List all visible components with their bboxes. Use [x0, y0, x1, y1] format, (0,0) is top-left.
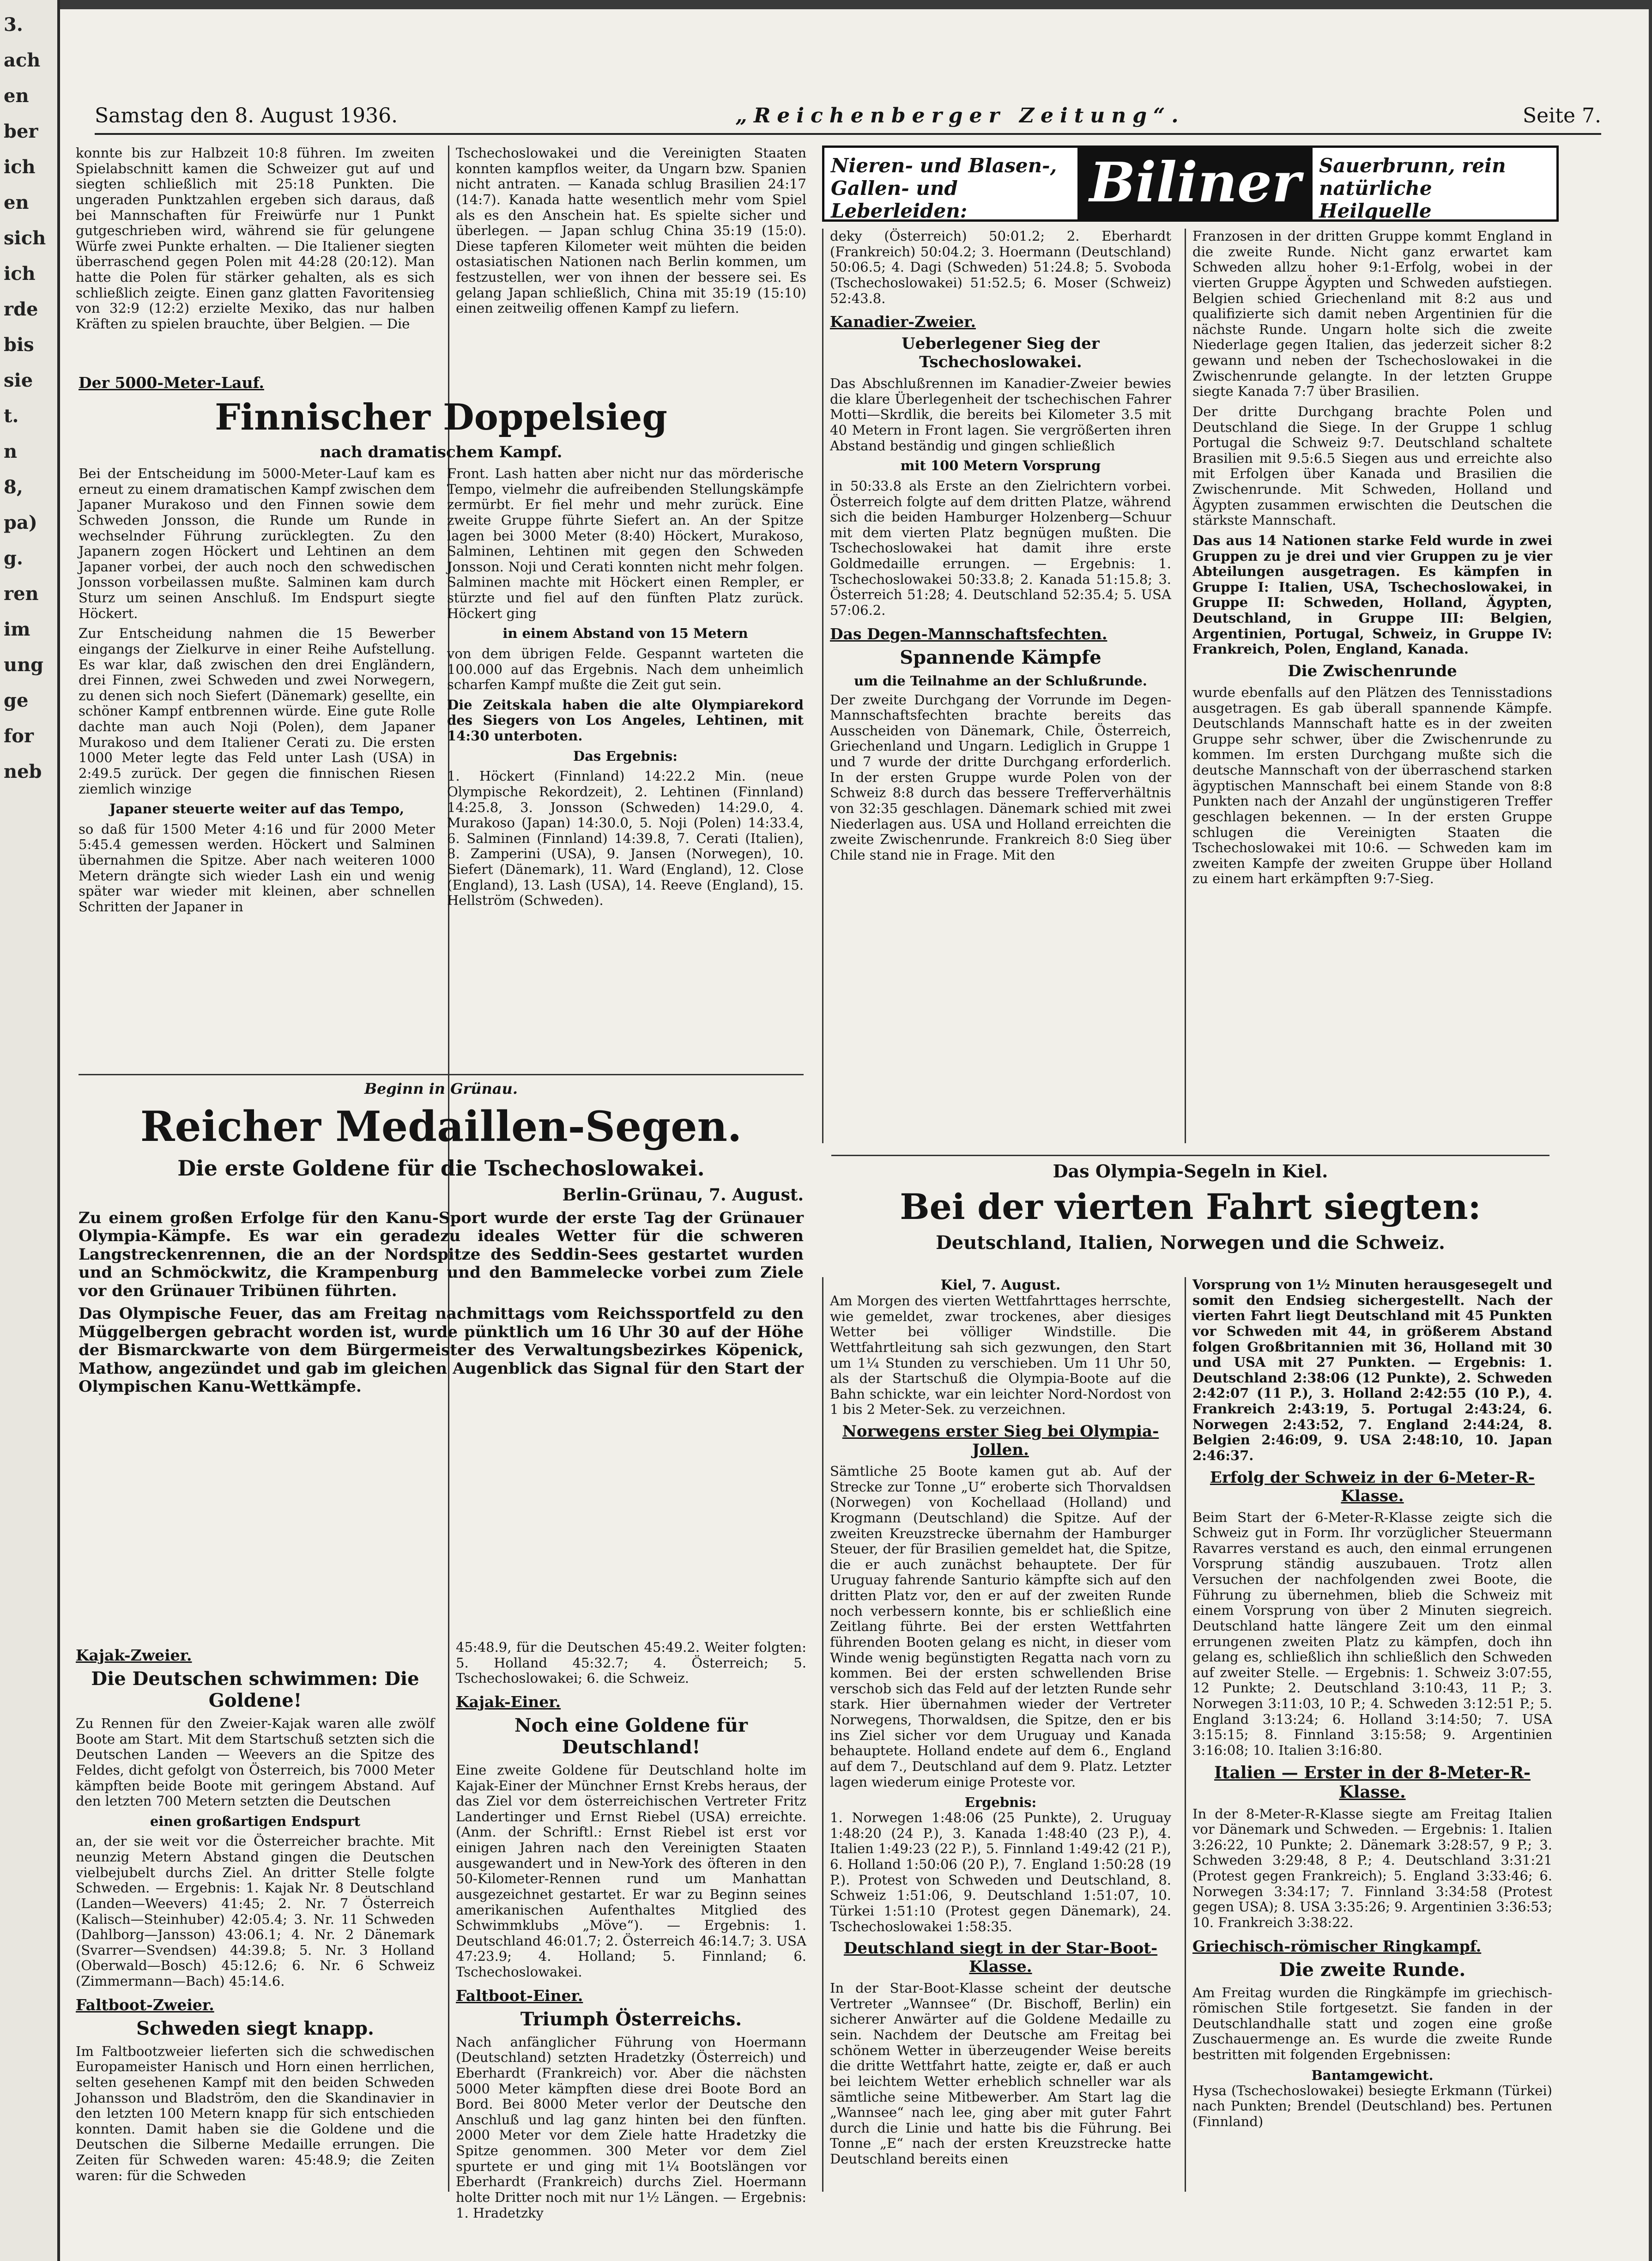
einer-headline: Noch eine Goldene für Deutschland! — [514, 1714, 748, 1758]
ad-brand: Biliner — [1079, 148, 1311, 219]
kajak-para: Zu Rennen für den Zweier-Kajak waren alle zwölf Boote am Start. Mit dem Startschuß setzten sich die Deutschen Landen — Weevers an die Spitze des Feldes, dicht gefolgt von Österreich, bis 7000 Meter kämpften beide Boote mit geringem Abstand. Auf den letzten 700 Metern setzten die Deutschen — [76, 1715, 435, 1809]
italien-body: In der 8-Meter-R-Klasse siegte am Freitag Italien vor Dänemark und Schweden. — Ergebnis: 1. Italien 3:26:22, 10 Punkte; 2. Dänemark 3:28:57, 9 P.; 3. Schweden 3:29:48, 8 P.; 4. Deutschland 3:31:21 (Protest gegen Frankreich); 5. England 3:33:46; 6. Norwegen 3:34:17; 7. Finnland 3:34:58 (Protest gegen USA); 8. USA 3:35:26; 9. Argentinien 3:36:53; 10. Frankreich 3:38:22. — [1192, 1806, 1552, 1930]
lauf-article — [69, 367, 813, 920]
margin-fragment: en — [4, 85, 29, 107]
medaillen-para: Zu einem großen Erfolge für den Kanu-Sport wurde der erste Tag der Grünauer Olympia-Kämpfe. Es war ein geradezu ideales Wetter für die schweren Langstreckenrennen, die an der Nordspitze des Seddin-Sees gestartet wurden und an Schmöckwitz, die Krampenburg und den Bammelecke vorbei zum Ziele vor den Grünauer Tribünen führten. — [79, 1209, 804, 1300]
lauf-section: Der 5000-Meter-Lauf. — [79, 374, 264, 392]
fechten-para: Das aus 14 Nationen starke Feld wurde in zwei Gruppen zu je drei und vier Gruppen zu je vier Abteilungen ausgetragen. Es kämpfen in Gruppe I: Italien, USA, Tschechoslowakei, in Gruppe II: Schweden, Holland, Ägypten, Deutschland, in Gruppe III: Belgien, Argentinien, Portugal, Schweiz, in Gruppe IV: Frankreich, Polen, England, Kanada. — [1192, 532, 1552, 657]
star-body: In der Star-Boot-Klasse scheint der deutsche Vertreter „Wannsee“ (Dr. Bischoff, Berlin) ein sicherer Anwärter auf die Goldene Medaille zu sein. Nachdem der Deutsche am Freitag bei schönem Wetter in überzeugender Weise bereits die dritte Wettfahrt hatte, zeigte er, daß er auch bei leichtem Wetter erheblich schneller war als sämtliche seine Mitbewerber. Am Start lag die „Wannsee“ nach lee, ging aber mit guter Fahrt durch die Linie und hatte bis die Führung. Bei Tonne „E“ nach der ersten Kreuzstrecke hatte Deutschland bereits einen — [830, 1980, 1171, 2167]
margin-fragment: for — [4, 725, 34, 747]
kanadier-para: in 50:33.8 als Erste an den Zielrichtern vorbei. Österreich folgte auf dem dritten Platze, während sich die beiden Hamburger Holzenberg—Schuur mit dem vierten Platz begnügen mußten. Die Tschechoslowakei hat damit ihre erste Goldmedaille errungen. — Ergebnis: 1. Tschechoslowakei 50:33.8; 2. Kanada 51:15.8; 3. Österreich 51:28; 4. Deutschland 52:35.4; 5. USA 57:06.2. — [830, 478, 1171, 618]
margin-fragment: sich — [4, 227, 46, 249]
star-results: Vorsprung von 1½ Minuten herausgesegelt und somit den Endsieg sichergestellt. Nach der vierten Fahrt liegt Deutschland mit 45 Punkten vor Schweden mit 44, in größerem Abstand folgen Großbritannien mit 36, Holland mit 30 und USA mit 27 Punkten. — Ergebnis: 1. Deutschland 2:38:06 (12 Punkte), 2. Schweden 2:42:07 (11 P.), 3. Holland 2:42:55 (10 P.), 4. Frankreich 2:43:19, 5. Portugal 2:43:24, 6. Norwegen 2:43:52, 7. England 2:44:24, 8. Belgien 2:46:09, 9. USA 2:48:10, 10. Japan 2:46:37. — [1192, 1277, 1552, 1463]
italien-headline: Italien — Erster in der 8-Meter-R-Klasse. — [1214, 1763, 1531, 1802]
ringen-body: Am Freitag wurden die Ringkämpfe im griechisch-römischen Stile fortgesetzt. Sie fanden in der Deutschlandhalle statt und zogen eine große Zuschauermenge an. Es wurde die zweite Runde bestritten mit folgenden Ergebnissen: — [1192, 1984, 1552, 2062]
faltboot-results: deky (Österreich) 50:01.2; 2. Eberhardt (Frankreich) 50:04.2; 3. Hoermann (Deutschland) 50:06.5; 4. Dagi (Schweden) 51:24.8; 5. Svoboda (Tschechoslowakei) 51:52.5; 6. Moser (Schweiz) 52:43.8. — [830, 228, 1171, 306]
margin-fragment: rde — [4, 298, 38, 320]
lauf-para: von dem übrigen Felde. Gespannt warteten die 100.000 auf das Ergebnis. Nach dem unheimlich scharfen Kampf mußte die Zeit gut sein. — [447, 645, 804, 693]
zweier-body: Im Faltbootzweier lieferten sich die schwedischen Europameister Hanisch und Horn einen herrlichen, selten gesehenen Kampf mit den beiden Schweden Johansson und Bladström, den die Skandinavier in den letzten 100 Metern knapp für sich entschieden konnten. Damit haben sie die Goldene und die Deutschen die Silberne Medaille errungen. Die Zeiten für Schweden waren: 45:48.9; die Zeiten waren: für die Schweden — [76, 2043, 435, 2183]
jollen-result-title: Ergebnis: — [964, 1794, 1037, 1811]
medaillen-article — [69, 1069, 813, 1400]
header-date: Samstag den 8. August 1936. — [95, 104, 398, 127]
degen-subhead: um die Teilnahme an der Schlußrunde. — [854, 673, 1147, 689]
medaillen-kicker: Beginn in Grünau. — [364, 1080, 518, 1097]
basketball-text-a: konnte bis zur Halbzeit 10:8 führen. Im zweiten Spielabschnitt kamen die Schweizer gut auf und siegten schließlich mit 25:18 Punkten. Die ungeraden Punktzahlen ergeben sich daraus, daß bei Mannschaften für Freiwürfe nur 1 Punkt gutgeschrieben wird, während sie für gelungene Würfe zwei Punkte erhalten. — Die Italiener siegten überraschend gegen Polen mit 44:28 (20:12). Man hatte die Polen für stärker gehalten, als es sich schließlich zeigte. Einen ganz glatten Favoritensieg von 32:9 (12:2) erzielte Mexiko, das nur halben Kräften zu spielen brauchte, über Belgien. — Die — [76, 145, 435, 332]
medaillen-dateline: Berlin-Grünau, 7. August. — [562, 1185, 804, 1205]
einer-section: Kajak-Einer. — [456, 1692, 561, 1711]
medaillen-headline: Reicher Medaillen-Segen. — [140, 1102, 742, 1151]
kanadier-para: Das Abschlußrennen im Kanadier-Zweier bewies die klare Überlegenheit der tschechischen Fahrer Motti—Skrdlik, die bereits bei Kilometer 3.5 mit 40 Metern in Front lagen. Sie vergrößerten ihren Abstand beständig und gingen schließlich — [830, 376, 1171, 454]
segeln-dateline: Kiel, 7. August. — [940, 1277, 1061, 1293]
einer-body: Eine zweite Goldene für Deutschland holte im Kajak-Einer der Münchner Ernst Krebs heraus, der das Ziel vor dem österreichischen Vertreter Fritz Landertinger und Ernst Riebel (USA) erreichte. (Anm. der Schriftl.: Ernst Riebel ist erst vor einigen Jahren nach den Vereinigten Staaten ausgewandert und in New-York des öfteren in den 50-Kilometer-Rennen rund um Manhattan ausgezeichnet gestartet. Er war zu Beginn seines amerikanischen Aufenthaltes Mitglied des Schwimmklubs „Möve“). — Ergebnis: 1. Deutschland 46:01.7; 2. Österreich 46:14.7; 3. USA 47:23.9; 4. Holland; 5. Finnland; 6. Tschechoslowakei. — [456, 1762, 806, 1980]
kanadier-headline: Ueberlegener Sieg der Tschechoslowakei. — [902, 334, 1100, 372]
header-page-number: Seite 7. — [1523, 104, 1601, 127]
biliner-advertisement — [822, 145, 1559, 222]
fechten-para: Der dritte Durchgang brachte Polen und Deutschland die Siege. In der Gruppe 1 schlug Portugal die Schweiz 9:7. Deutschland schaltete Brasilien mit 9.5:6.5 Siegen aus und erreichte also mit Erfolgen über Kanada und Brasilien die Zwischenrunde. Mit Schweden, Holland und Ägypten zusammen erwischten die Deutschen die stärkste Mannschaft. — [1192, 403, 1552, 528]
degen-headline: Spannende Kämpfe — [900, 646, 1101, 668]
lauf-para: in einem Abstand von 15 Metern — [502, 625, 748, 642]
medaillen-para: Das Olympische Feuer, das am Freitag nachmittags vom Reichssportfeld zu den Müggelbergen gebracht worden ist, wurde pünktlich um 16 Uhr 30 auf der Höhe der Bismarckwarte von dem Bürgermeister des Verwaltungsbezirkes Köpenick, Mathow, angezündet und gab im gleichen Augenblick das Signal für den Start der Olympischen Kanu-Wettkämpfe. — [79, 1304, 804, 1396]
segeln-headline: Bei der vierten Fahrt siegten: — [900, 1186, 1481, 1227]
degen-body: Der zweite Durchgang der Vorrunde im Degen-Mannschaftsfechten brachte bereits das Ausscheiden von Dänemark, Chile, Österreich, Griechenland und Ungarn. Lediglich in Gruppe 1 und 7 wurde der dritte Durchgang erforderlich. In der ersten Gruppe wurde Polen von der Schweiz 8:8 durch das bessere Trefferverhältnis von 32:35 geschlagen. Dänemark schied mit zwei Niederlagen aus. USA und Holland erreichten die zweite Zwischenrunde. Frankreich 8:0 Sieg über Chile stand nie in Frage. Mit den — [830, 691, 1171, 863]
margin-fragment: sie — [4, 370, 33, 391]
margin-fragment: im — [4, 618, 30, 640]
adjacent-page-edge — [0, 0, 60, 2261]
segeln-subhead: Deutschland, Italien, Norwegen und die Schweiz. — [936, 1232, 1445, 1254]
margin-fragment: ren — [4, 583, 39, 605]
degen-section: Das Degen-Mannschaftsfechten. — [830, 624, 1107, 643]
margin-fragment: ach — [4, 49, 41, 71]
lauf-col-a — [79, 466, 435, 920]
schweiz-body: Beim Start der 6-Meter-R-Klasse zeigte sich die Schweiz gut in Form. Ihr vorzüglicher Steuermann Ravarres verstand es auch, den einmal errungenen Vorsprung ständig auszubauen. Trotz allen Versuchen der nachfolgenden zwei Boote, die Führung zu übernehmen, blieb die Schweiz mit einem Vorsprung von über 2 Minuten siegreich. Deutschland hatte längere Zeit um den einmal errungenen zweiten Platz zu kämpfen, doch ihn gelang es, schließlich ihn schließlich den Schweden auf zweiter Stelle. — Ergebnis: 1. Schweiz 3:07:55, 12 Punkte; 2. Deutschland 3:10:43, 11 P.; 3. Norwegen 3:11:03, 10 P.; 4. Schweden 3:12:51 P.; 5. England 3:13:24; 6. Holland 3:14:50; 7. USA 3:15:15; 8. Finnland 3:15:58; 9. Argentinien 3:16:08; 10. Italien 3:16:80. — [1192, 1509, 1552, 1758]
fechten-para: Franzosen in der dritten Gruppe kommt England in die zweite Runde. Nicht ganz erwartet kam Schweden allzu hoher 9:1-Erfolg, wobei in der vierten Gruppe Ägypten und Schweden aufstiegen. Belgien schied Griechenland mit 8:2 aus und qualifizierte sich damit neben Argentinien für die nächste Runde. Ungarn holte sich die zweite Niederlage gegen Italien, das jederzeit sicher 8:2 gewann und neben der Tschechoslowakei in die Zwischenrunde gelangte. In der letzten Gruppe siegte Kanada 7:7 über Brasilien. — [1192, 228, 1552, 400]
divider — [831, 1155, 1549, 1156]
lauf-result-title: Das Ergebnis: — [573, 748, 678, 764]
margin-fragment: g. — [4, 547, 23, 569]
margin-fragment: en — [4, 192, 29, 213]
faltboot-section: Faltboot-Einer. — [456, 1986, 583, 2005]
divider — [79, 1074, 804, 1075]
margin-fragment: ich — [4, 263, 36, 285]
ad-left-text: Nieren- und Blasen-, Gallen- und Leberleiden: — [824, 148, 1079, 219]
lauf-para: so daß für 1500 Meter 4:16 und für 2000 Meter 5:45.4 gemessen werden. Höckert und Salminen übernahmen die Spitze. Aber nach weiteren 1000 Metern drängte sich wieder Lash ein und wenig später war wieder mit kleinen, aber schnellen Schritten der Japaner in — [79, 821, 435, 915]
kajak-article — [69, 1640, 441, 2192]
ringen-last: Hysa (Tschechoslowakei) besiegte Erkmann (Türkei) nach Punkten; Brendel (Deutschland) bes. Pertunen (Finnland) — [1192, 2082, 1552, 2129]
margin-fragment: ber — [4, 121, 38, 142]
lauf-subhead: nach dramatischem Kampf. — [320, 443, 563, 461]
column-4 — [1185, 229, 1559, 1143]
columns — [69, 145, 1589, 2221]
ringen-headline: Die zweite Runde. — [1279, 1958, 1466, 1981]
lauf-col-b — [447, 466, 804, 920]
ringen-weight: Bantamgewicht. — [1311, 2067, 1434, 2083]
lauf-para: Bei der Entscheidung im 5000-Meter-Lauf kam es erneut zu einem dramatischen Kampf zwischen dem Japaner Murakoso und den Finnen sowie dem Schweden Jonsson, die Runde um Runde in wechselnder Führung zurücklegten. Zu den Japanern zogen Höckert und Lehtinen an dem Japaner vorbei, der auch noch den schwedischen Jonsson vorbeilassen mußte. Salminen kam durch Sturz um seinen Anschluß. Im Endspurt siegte Höckert. — [79, 466, 435, 621]
faltboot-body: Nach anfänglicher Führung von Hoermann (Deutschland) setzten Hradetzky (Österreich) und Eberhardt (Frankreich) vor. Aber die nächsten 5000 Meter kämpften diese drei Boote Bord an Bord. Bei 8000 Meter verlor der Deutsche den Anschluß und lag ganz hinten bei den fünften. 2000 Meter vor dem Ziele hatte Hradetzky die Spitze genommen. 300 Meter vor dem Ziel spurtete er und ging mit 1¼ Bootslängen vor Eberhardt (Frankreich) durchs Ziel. Hoermann holte Dritter noch mit nur 1½ Längen. — Ergebnis: 1. Hradetzky — [456, 2034, 806, 2221]
kajak-headline: Die Deutschen schwimmen: Die Goldene! — [91, 1668, 419, 1711]
kajak-para: an, der sie weit vor die Österreicher brachte. Mit neunzig Metern Abstand gingen die Deutschen vielbejubelt durchs Ziel. An dritter Stelle folgte Schweden. — Ergebnis: 1. Kajak Nr. 8 Deutschland (Landen—Weevers) 41:45; 2. Nr. 7 Österreich (Kalisch—Steinhuber) 42:05.4; 3. Nr. 11 Schweden (Dahlborg—Jansson) 43:06.1; 4. Nr. 2 Dänemark (Svarrer—Svendsen) 44:39.8; 5. Nr. 3 Holland (Oberwald—Bosch) 45:12.6; 6. Nr. 6 Schweiz (Zimmermann—Bach) 45:14.6. — [76, 1833, 435, 1989]
lauf-headline: Finnischer Doppelsieg — [215, 396, 667, 438]
ringen-section: Griechisch-römischer Ringkampf. — [1192, 1937, 1482, 1955]
margin-fragment: bis — [4, 334, 34, 356]
jollen-body: Sämtliche 25 Boote kamen gut ab. Auf der Strecke zur Tonne „U“ eroberte sich Thorvaldsen (Norwegen) von Kochellaad (Holland) und Krogmann (Deutschland) die Spitze. Auf der zweiten Kreuzstrecke übernahm der Hamburger Steuer, der für Brasilien gemeldet hat, die Spitze, die er auch zunächst behauptete. Der für Uruguay fahrende Santurio kämpfte sich auf den dritten Platz vor, den er auf der zweiten Runde noch verbessern konnte, bis er schließlich eine Zeitlang führte. Bei der ersten Wettfahrten führenden Booten gelang es nicht, in dieser vom Winde wenig begünstigten Regatta nach vorn zu kommen. Bei der ersten schwellenden Brise verschob sich das Feld auf der letzten Runde sehr stark. Hier übernahmen wieder der Vertreter Norwegens, Thorwaldsen, die Spitze, den er bis ins Ziel sicher vor dem Uruguay und Kanada behauptete. Holland endete auf dem 6., England auf dem 7., Deutschland auf dem 9. Platz. Letzter lagen wiederum einige Proteste vor. — [830, 1463, 1171, 1790]
lauf-para: Japaner steuerte weiter auf das Tempo, — [109, 801, 405, 817]
zweier-section: Faltboot-Zweier. — [76, 1995, 214, 2014]
lauf-para: Zur Entscheidung nahmen die 15 Bewerber eingangs der Zielkurve in einer Reihe Aufstellung. Es war klar, daß zwischen den drei Engländern, drei Finnen, zwei Schweden und zwei Norwegern, zu denen sich noch Siefert (Dänemark) gesellte, ein schöner Kampf entbrennen würde. Eine gute Rolle dachte man auch Noji (Polen), dem Japaner Murakoso und dem Italiener Cerati zu. Die ersten 1000 Meter legte das Feld unter Lash (USA) in 2:49.5 zurück. Der gegen die finnischen Riesen ziemlich winzige — [79, 625, 435, 797]
star-headline: Deutschland siegt in der Star-Boot-Klasse. — [843, 1939, 1158, 1976]
kajak-continued: 45:48.9, für die Deutschen 45:49.2. Weiter folgten: 5. Holland 45:32.7; 4. Österreich; 5. Tschechoslowakei; 6. die Schweiz. — [456, 1639, 806, 1686]
kajak-para: einen großartigen Endspurt — [150, 1813, 361, 1829]
basketball-text-b: Tschechoslowakei und die Vereinigten Staaten konnten kampflos weiter, da Ungarn bzw. Spanien nicht antraten. — Kanada schlug Brasilien 24:17 (14:7). Kanada hatte wesentlich mehr vom Spiel als es den Anschein hat. Es spielte sicher und überlegen. — Japan schlug China 35:19 (15:0). Diese tapferen Kilometer weit mühten die beiden ostasiatischen Nationen nach Berlin kommen, um festzustellen, wer von ihnen der bessere sei. Es gelang Japan schließlich, China mit 35:19 (15:10) einen zeitweilig offenen Kampf zu liefern. — [456, 145, 806, 316]
col2-bottom — [448, 1639, 813, 2221]
column-3 — [822, 229, 1178, 1143]
schweiz-headline: Erfolg der Schweiz in der 6-Meter-R-Klasse. — [1210, 1468, 1535, 1505]
margin-fragment: t. — [4, 405, 19, 427]
page-header — [95, 104, 1601, 135]
zwischenrunde-head: Die Zwischenrunde — [1288, 661, 1457, 680]
kanadier-para: mit 100 Metern Vorsprung — [900, 458, 1101, 474]
medaillen-subhead: Die erste Goldene für die Tschechoslowakei. — [177, 1156, 705, 1181]
col4-bottom — [1185, 1277, 1559, 2192]
margin-fragment: ung — [4, 654, 44, 676]
ad-right-text: Sauerbrunn, rein natürliche Heilquelle — [1311, 148, 1556, 219]
header-title: „Reichenberger Zeitung“. — [735, 104, 1185, 127]
segeln-article — [822, 1150, 1559, 1258]
kajak-section: Kajak-Zweier. — [76, 1646, 192, 1664]
margin-fragment: 8, — [4, 476, 23, 498]
lauf-result: 1. Höckert (Finnland) 14:22.2 Min. (neue Olympische Rekordzeit), 2. Lehtinen (Finnland) 14:25.8, 3. Jonsson (Schweden) 14:29.0, 4. Murakoso (Japan) 14:30.0, 5. Noji (Polen) 14:33.4, 6. Salminen (Finnland) 14:39.8, 7. Cerati (Italien), 8. Zamperini (USA), 9. Jansen (Norwegen), 10. Siefert (Dänemark), 11. Ward (England), 12. Close (England), 13. Lash (USA), 14. Reeve (England), 15. Hellström (Schweden). — [447, 768, 804, 909]
lauf-para: Die Zeitskala haben die alte Olympiarekord des Siegers von Los Angeles, Lehtinen, mit 14:30 unterboten. — [447, 697, 804, 744]
segeln-kicker: Das Olympia-Segeln in Kiel. — [1053, 1161, 1328, 1182]
zwischenrunde-body: wurde ebenfalls auf den Plätzen des Tennisstadions ausgetragen. Es gab überall spannende Kämpfe. Deutschlands Mannschaft hatte es in der zweiten Gruppe sehr schwer, über die Zwischenrunde zu kommen. Im ersten Durchgang mußte sich die deutsche Mannschaft von der überraschend starken ägyptischen Mannschaft bei einem Stande von 8:8 Punkten nach der Anzahl der ungünstigeren Treffer geschlagen bekennen. — In der ersten Gruppe schlugen die Vereinigten Staaten die Tschechoslowakei mit 10:6. — Schweden kam im zweiten Kampfe der zweiten Gruppe über Holland zu einem hart erkämpften 9:7-Sieg. — [1192, 684, 1552, 887]
margin-fragment: n — [4, 441, 18, 462]
jollen-headline: Norwegens erster Sieg bei Olympia-Jollen. — [842, 1422, 1159, 1459]
kanadier-section: Kanadier-Zweier. — [830, 313, 976, 331]
zweier-headline: Schweden siegt knapp. — [136, 2017, 374, 2039]
lauf-para: Front. Lash hatten aber nicht nur das mörderische Tempo, vielmehr die aufreibenden Stellungskämpfe zermürbt. Er fiel mehr und mehr zurück. Eine zweite Gruppe führte Siefert an. An der Spitze lagen bei 3000 Meter (8:40) Höckert, Murakoso, Salminen, Lehtinen mit gegen den Schweden Jonsson. Noji und Cerati konnten nicht mehr folgen. Salminen machte mit Höckert einen Rempler, er stürzte und fiel auf den fünften Platz zurück. Höckert ging — [447, 466, 804, 621]
margin-fragment: pa) — [4, 512, 37, 533]
col3-bottom — [822, 1277, 1178, 2192]
margin-fragment: ge — [4, 690, 29, 711]
margin-fragment: 3. — [4, 14, 23, 36]
margin-fragment: ich — [4, 156, 36, 178]
jollen-result: 1. Norwegen 1:48:06 (25 Punkte), 2. Uruguay 1:48:20 (24 P.), 3. Kanada 1:48:40 (23 P.), 4. Italien 1:49:23 (22 P.), 5. Finnland 1:49:42 (21 P.), 6. Holland 1:50:06 (20 P.), 7. England 1:50:28 (19 P.). Protest von Schweden und Deutschland, 8. Schweiz 1:51:06, 9. Deutschland 1:51:07, 10. Türkei 1:51:10 (Protest gegen Dänemark), 24. Tschechoslowakei 1:58:35. — [830, 1810, 1171, 1934]
margin-fragment: neb — [4, 761, 42, 782]
segeln-body: Am Morgen des vierten Wettfahrttages herrschte, wie gemeldet, zwar trockenes, aber diesiges Wetter bei völliger Windstille. Die Wettfahrtleitung sah sich gezwungen, den Start um 1¼ Stunden zu verschieben. Um 11 Uhr 50, als der Startschuß die Olympia-Boote auf die Bahn schickte, war ein leichter Nord-Nordost von 1 bis 2 Meter-Sek. zu verzeichnen. — [830, 1293, 1171, 1418]
faltboot-headline: Triumph Österreichs. — [520, 2008, 742, 2030]
